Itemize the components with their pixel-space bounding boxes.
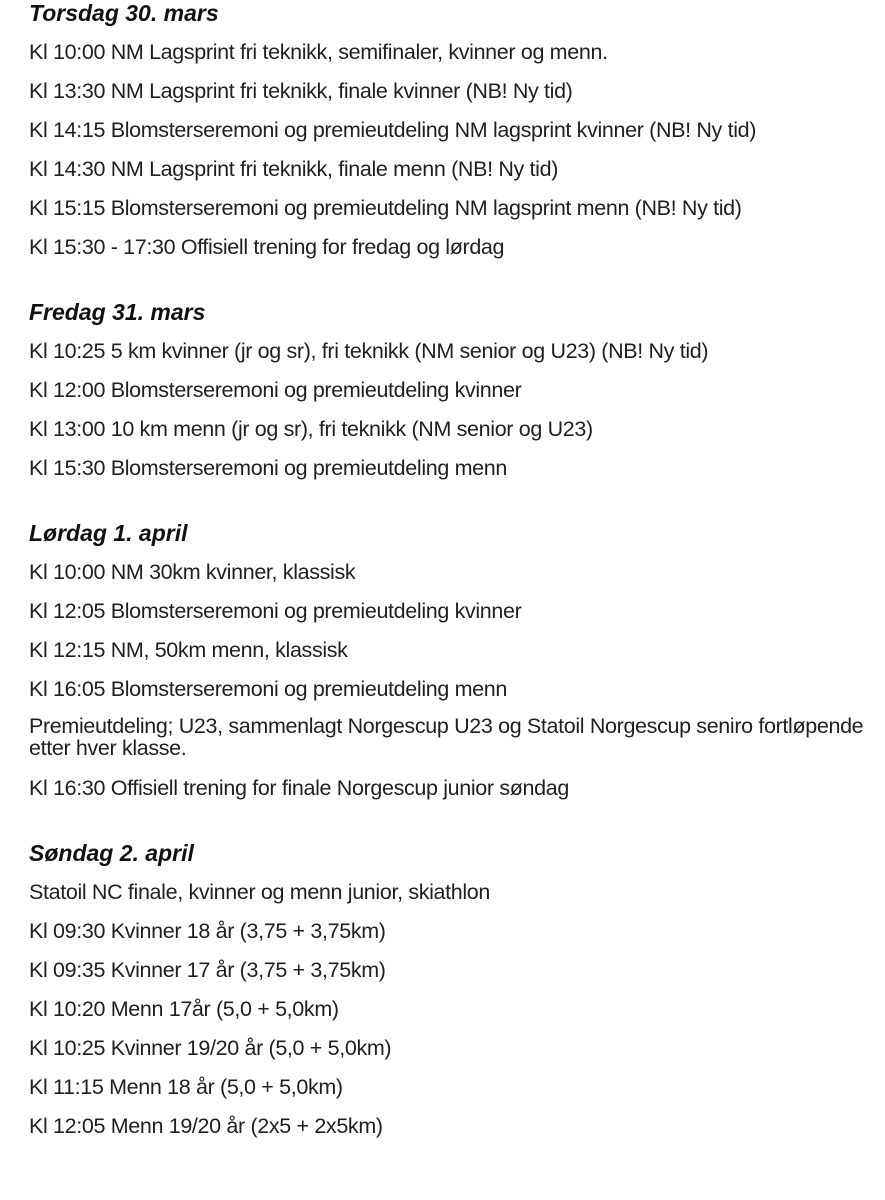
schedule-item: Kl 10:20 Menn 17år (5,0 + 5,0km): [29, 997, 339, 1021]
day-friday: [29, 299, 879, 481]
day-sunday: [29, 840, 879, 1139]
schedule-item: Kl 15:15 Blomsterseremoni og premieutdeling NM lagsprint menn (NB! Ny tid): [29, 196, 742, 220]
day-title: Søndag 2. april: [29, 840, 194, 866]
schedule-item: Kl 14:15 Blomsterseremoni og premieutdeling NM lagsprint kvinner (NB! Ny tid): [29, 118, 757, 142]
schedule-item: Kl 09:30 Kvinner 18 år (3,75 + 3,75km): [29, 919, 386, 943]
schedule-item: Kl 14:30 NM Lagsprint fri teknikk, finale menn (NB! Ny tid): [29, 157, 559, 181]
schedule-item: Kl 11:15 Menn 18 år (5,0 + 5,0km): [29, 1075, 343, 1099]
schedule-item: Kl 12:05 Menn 19/20 år (2x5 + 2x5km): [29, 1114, 383, 1138]
schedule-document: [29, 0, 879, 1139]
day-title: Fredag 31. mars: [29, 299, 206, 325]
schedule-item: Kl 12:15 NM, 50km menn, klassisk: [29, 638, 348, 662]
day-saturday: [29, 520, 879, 801]
schedule-item: Kl 15:30 - 17:30 Offisiell trening for fredag og lørdag: [29, 235, 505, 259]
day-thursday: [29, 0, 879, 260]
schedule-item: Kl 12:05 Blomsterseremoni og premieutdeling kvinner: [29, 599, 522, 623]
schedule-item: Kl 10:25 Kvinner 19/20 år (5,0 + 5,0km): [29, 1036, 392, 1060]
day-title: Torsdag 30. mars: [29, 0, 219, 26]
schedule-item: Kl 10:25 5 km kvinner (jr og sr), fri teknikk (NM senior og U23) (NB! Ny tid): [29, 339, 709, 363]
schedule-item: Kl 13:00 10 km menn (jr og sr), fri teknikk (NM senior og U23): [29, 417, 593, 441]
schedule-item: Statoil NC finale, kvinner og menn junior, skiathlon: [29, 880, 491, 904]
schedule-item: Kl 10:00 NM Lagsprint fri teknikk, semifinaler, kvinner og menn.: [29, 40, 608, 64]
schedule-item: Kl 09:35 Kvinner 17 år (3,75 + 3,75km): [29, 958, 386, 982]
schedule-item: Kl 10:00 NM 30km kvinner, klassisk: [29, 560, 356, 584]
schedule-item: Kl 13:30 NM Lagsprint fri teknikk, finale kvinner (NB! Ny tid): [29, 79, 573, 103]
schedule-item: Kl 15:30 Blomsterseremoni og premieutdeling menn: [29, 456, 507, 480]
schedule-item: Kl 12:00 Blomsterseremoni og premieutdeling kvinner: [29, 378, 522, 402]
day-title: Lørdag 1. april: [29, 520, 188, 546]
schedule-item: Kl 16:05 Blomsterseremoni og premieutdeling menn: [29, 677, 507, 701]
schedule-item: Premieutdeling; U23, sammenlagt Norgescup U23 og Statoil Norgescup seniro fortløpende etter hver klasse.: [29, 714, 864, 760]
schedule-item: Kl 16:30 Offisiell trening for finale Norgescup junior søndag: [29, 776, 569, 800]
